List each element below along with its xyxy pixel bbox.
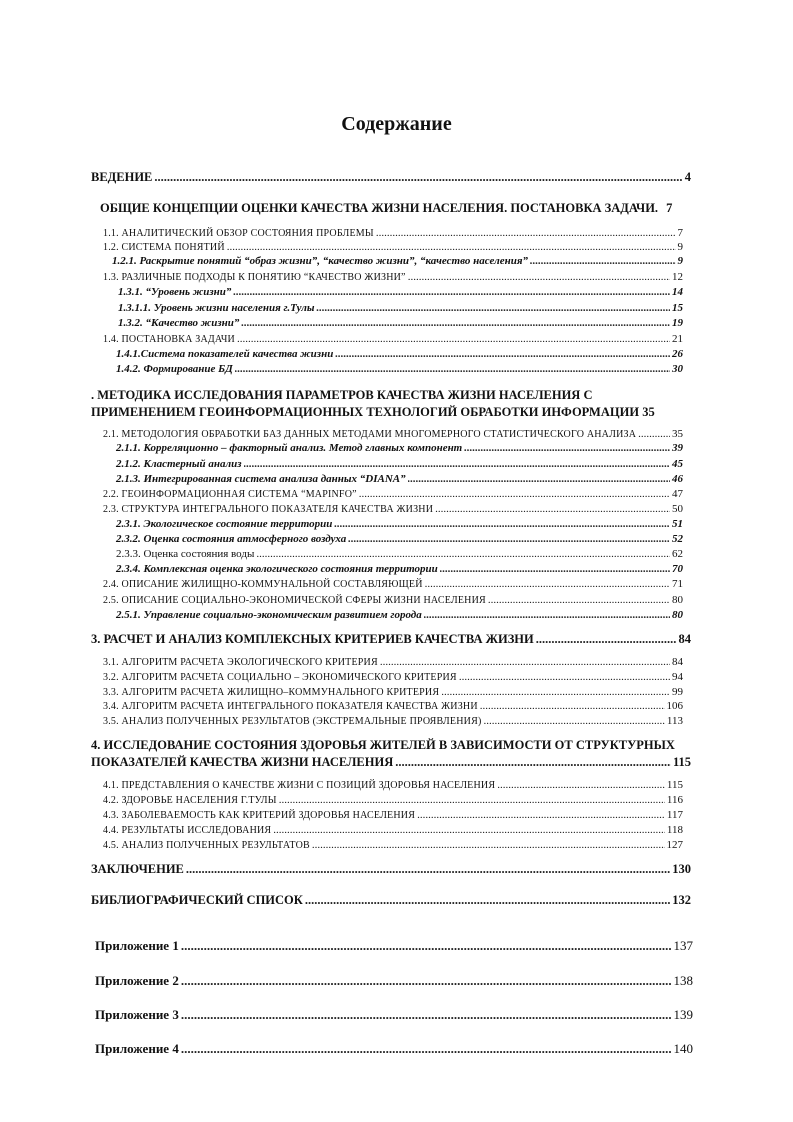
toc-label: 4.1. ПРЕДСТАВЛЕНИЯ О КАЧЕСТВЕ ЖИЗНИ С ПОЗИЦИЙ ЗДОРОВЬЯ НАСЕЛЕНИЯ bbox=[103, 780, 496, 791]
toc-label: 1.3.2. “Качество жизни” bbox=[118, 317, 240, 329]
toc-chapter-4-line-1[interactable]: 4. ИССЛЕДОВАНИЕ СОСТОЯНИЯ ЗДОРОВЬЯ ЖИТЕЛЕЙ В ЗАВИСИМОСТИ ОТ СТРУКТУРНЫХ bbox=[91, 738, 675, 752]
toc-leader bbox=[233, 286, 670, 298]
toc-entry-3-5[interactable] bbox=[103, 715, 683, 727]
toc-leader bbox=[186, 862, 670, 877]
toc-page: 52 bbox=[672, 533, 683, 545]
toc-entry-appendix-4[interactable] bbox=[95, 1041, 693, 1057]
toc-label: ОБЩИЕ КОНЦЕПЦИИ ОЦЕНКИ КАЧЕСТВА ЖИЗНИ НАСЕЛЕНИЯ. ПОСТАНОВКА ЗАДАЧИ. bbox=[100, 201, 659, 215]
toc-label: 2.1. МЕТОДОЛОГИЯ ОБРАБОТКИ БАЗ ДАННЫХ МЕТОДАМИ МНОГОМЕРНОГО СТАТИСТИЧЕСКОГО АНАЛИЗА bbox=[103, 429, 637, 440]
toc-page: 118 bbox=[666, 824, 683, 836]
toc-page: 139 bbox=[673, 1007, 693, 1022]
toc-leader bbox=[480, 700, 665, 712]
toc-label: 3.3. АЛГОРИТМ РАСЧЕТА ЖИЛИЩНО–КОММУНАЛЬНОГО КРИТЕРИЯ bbox=[103, 687, 440, 698]
toc-label: 1.4. ПОСТАНОВКА ЗАДАЧИ bbox=[103, 334, 235, 345]
toc-entry-4-4[interactable] bbox=[103, 824, 683, 836]
toc-page: 99 bbox=[672, 686, 683, 698]
toc-leader bbox=[464, 442, 670, 454]
toc-leader bbox=[181, 1041, 672, 1057]
toc-label: 4.4. РЕЗУЛЬТАТЫ ИССЛЕДОВАНИЯ bbox=[103, 825, 272, 836]
toc-entry-3-1[interactable] bbox=[103, 656, 683, 668]
toc-label: Приложение 1 bbox=[95, 938, 179, 953]
toc-leader bbox=[334, 518, 670, 530]
toc-entry-appendix-2[interactable] bbox=[95, 973, 693, 989]
toc-label: 3. РАСЧЕТ И АНАЛИЗ КОМПЛЕКСНЫХ КРИТЕРИЕВ КАЧЕСТВА ЖИЗНИ bbox=[91, 632, 534, 646]
toc-page: 14 bbox=[672, 286, 683, 298]
toc-entry-4-1[interactable] bbox=[103, 779, 683, 791]
toc-entry-2-3[interactable] bbox=[103, 503, 683, 515]
toc-entry-2-4[interactable] bbox=[103, 578, 683, 590]
toc-entry-4-2[interactable] bbox=[103, 794, 683, 806]
toc-leader bbox=[424, 609, 670, 621]
toc-entry-1-3-2[interactable] bbox=[118, 317, 683, 329]
toc-label: 1.2.1. Раскрытие понятий “образ жизни”, “качество жизни”, “качество населения” bbox=[112, 255, 528, 267]
toc-label: 2.3. СТРУКТУРА ИНТЕГРАЛЬНОГО ПОКАЗАТЕЛЯ КАЧЕСТВА ЖИЗНИ bbox=[103, 504, 434, 515]
toc-page: 115 bbox=[666, 779, 683, 791]
toc-page: 47 bbox=[672, 488, 683, 500]
toc-label: 2.2. ГЕОИНФОРМАЦИОННАЯ СИСТЕМА “MAPINFO” bbox=[103, 489, 357, 500]
toc-page: 116 bbox=[666, 794, 683, 806]
toc-leader bbox=[440, 563, 670, 575]
toc-label: 1.4.2. Формирование БД bbox=[116, 363, 233, 375]
toc-entry-3-2[interactable] bbox=[103, 671, 683, 683]
toc-leader bbox=[488, 594, 670, 606]
toc-leader bbox=[279, 794, 665, 806]
toc-entry-2-3-4[interactable] bbox=[116, 563, 683, 575]
toc-leader bbox=[227, 241, 676, 253]
toc-entry-appendix-3[interactable] bbox=[95, 1007, 693, 1023]
toc-label: 1.4.1.Система показателей качества жизни bbox=[116, 348, 334, 360]
toc-label: 2.3.2. Оценка состояния атмосферного воздуха bbox=[116, 533, 347, 545]
toc-leader bbox=[181, 1007, 672, 1023]
toc-page: 26 bbox=[672, 348, 683, 360]
toc-page: 7 bbox=[666, 201, 673, 215]
toc-label: 4.5. АНАЛИЗ ПОЛУЧЕННЫХ РЕЗУЛЬТАТОВ bbox=[103, 840, 310, 851]
toc-page: 9 bbox=[677, 241, 683, 253]
toc-label: 2.3.1. Экологическое состояние территории bbox=[116, 518, 333, 530]
toc-entry-1-3-1-1[interactable] bbox=[118, 302, 683, 314]
toc-label: ЗАКЛЮЧЕНИЕ bbox=[91, 862, 184, 876]
toc-chapter-4-line-2[interactable] bbox=[91, 755, 691, 770]
toc-entry-1-3[interactable] bbox=[103, 271, 683, 283]
page-title: Содержание bbox=[341, 113, 452, 135]
toc-leader bbox=[181, 938, 672, 954]
toc-page: 12 bbox=[672, 271, 683, 283]
toc-entry-2-3-2[interactable] bbox=[116, 533, 683, 545]
toc-leader bbox=[435, 503, 670, 515]
toc-leader bbox=[335, 348, 670, 360]
toc-page: 117 bbox=[666, 809, 683, 821]
toc-entry-intro[interactable] bbox=[91, 170, 691, 185]
toc-entry-2-5-1[interactable] bbox=[116, 609, 683, 621]
toc-page: 84 bbox=[672, 656, 683, 668]
toc-leader bbox=[244, 458, 670, 470]
toc-label: ПОКАЗАТЕЛЕЙ КАЧЕСТВА ЖИЗНИ НАСЕЛЕНИЯ bbox=[91, 755, 394, 769]
toc-label: 3.4. АЛГОРИТМ РАСЧЕТА ИНТЕГРАЛЬНОГО ПОКАЗАТЕЛЯ КАЧЕСТВА ЖИЗНИ bbox=[103, 701, 478, 712]
toc-entry-1-3-1[interactable] bbox=[118, 286, 683, 298]
toc-label: 4.2. ЗДОРОВЬЕ НАСЕЛЕНИЯ Г.ТУЛЫ bbox=[103, 795, 277, 806]
toc-leader bbox=[359, 488, 670, 500]
toc-entry-2-1-1[interactable] bbox=[116, 442, 683, 454]
toc-label: Приложение 2 bbox=[95, 973, 179, 988]
toc-entry-1-4[interactable] bbox=[103, 333, 683, 345]
toc-page: 19 bbox=[672, 317, 683, 329]
toc-leader bbox=[154, 170, 682, 185]
toc-page: 35 bbox=[642, 405, 655, 419]
toc-label: 2.3.4. Комплексная оценка экологического состояния территории bbox=[116, 563, 438, 575]
toc-entry-1-2-1[interactable] bbox=[112, 255, 683, 267]
toc-entry-2-1-3[interactable] bbox=[116, 473, 683, 485]
toc-entry-4-5[interactable] bbox=[103, 839, 683, 851]
toc-chapter-2-line-1[interactable]: . МЕТОДИКА ИССЛЕДОВАНИЯ ПАРАМЕТРОВ КАЧЕСТВА ЖИЗНИ НАСЕЛЕНИЯ С bbox=[91, 388, 593, 402]
toc-leader bbox=[181, 973, 672, 989]
toc-leader bbox=[235, 363, 670, 375]
toc-leader bbox=[241, 317, 670, 329]
toc-label: 1.3. РАЗЛИЧНЫЕ ПОДХОДЫ К ПОНЯТИЮ “КАЧЕСТВО ЖИЗНИ” bbox=[103, 272, 406, 283]
toc-page: 80 bbox=[672, 609, 683, 621]
toc-entry-1-2[interactable] bbox=[103, 241, 683, 253]
toc-page: 39 bbox=[672, 442, 683, 454]
toc-leader bbox=[348, 533, 670, 545]
toc-page: 45 bbox=[672, 458, 683, 470]
toc-leader bbox=[408, 473, 670, 485]
toc-entry-1-1[interactable] bbox=[103, 227, 683, 239]
toc-label: ПРИМЕНЕНИЕМ ГЕОИНФОРМАЦИОННЫХ ТЕХНОЛОГИЙ ОБРАБОТКИ ИНФОРМАЦИИ bbox=[91, 405, 640, 419]
toc-label: 3.2. АЛГОРИТМ РАСЧЕТА СОЦИАЛЬНО – ЭКОНОМИЧЕСКОГО КРИТЕРИЯ bbox=[103, 672, 457, 683]
toc-leader bbox=[273, 824, 665, 836]
toc-page: 71 bbox=[672, 578, 683, 590]
toc-page: 115 bbox=[672, 755, 691, 769]
toc-page: 35 bbox=[672, 428, 683, 440]
toc-label: Приложение 4 bbox=[95, 1041, 179, 1056]
toc-page: 80 bbox=[672, 594, 683, 606]
toc-label: 1.2. СИСТЕМА ПОНЯТИЙ bbox=[103, 242, 225, 253]
toc-label: 2.1.2. Кластерный анализ bbox=[116, 458, 242, 470]
toc-leader bbox=[530, 255, 676, 267]
toc-leader bbox=[441, 686, 670, 698]
toc-label: 2.5. ОПИСАНИЕ СОЦИАЛЬНО-ЭКОНОМИЧЕСКОЙ СФЕРЫ ЖИЗНИ НАСЕЛЕНИЯ bbox=[103, 595, 486, 606]
toc-leader bbox=[312, 839, 665, 851]
toc-leader bbox=[305, 893, 670, 908]
toc-label: 2.5.1. Управление социально-экономическим развитием города bbox=[116, 609, 422, 621]
toc-leader bbox=[425, 578, 670, 590]
toc-page: 30 bbox=[672, 363, 683, 375]
toc-label: ВЕДЕНИЕ bbox=[91, 170, 153, 184]
toc-leader bbox=[497, 779, 665, 791]
toc-page: 84 bbox=[678, 632, 691, 646]
toc-page: 137 bbox=[673, 938, 693, 953]
toc-entry-2-5[interactable] bbox=[103, 594, 683, 606]
toc-entry-appendix-1[interactable] bbox=[95, 938, 693, 954]
toc-label: 2.1.3. Интегрированная система анализа данных “DIANA” bbox=[116, 473, 406, 485]
toc-label: 1.3.1.1. Уровень жизни населения г.Тулы bbox=[118, 302, 315, 314]
toc-leader bbox=[638, 428, 670, 440]
toc-label: Приложение 3 bbox=[95, 1007, 179, 1022]
toc-entry-3-4[interactable] bbox=[103, 700, 683, 712]
toc-page: 50 bbox=[672, 503, 683, 515]
toc-page: 7 bbox=[677, 227, 683, 239]
toc-entry-2-2[interactable] bbox=[103, 488, 683, 500]
toc-page: 138 bbox=[673, 973, 693, 988]
toc-label: 1.1. АНАЛИТИЧЕСКИЙ ОБЗОР СОСТОЯНИЯ ПРОБЛЕМЫ bbox=[103, 228, 374, 239]
toc-page: 113 bbox=[666, 715, 683, 727]
toc-leader bbox=[237, 333, 670, 345]
toc-entry-2-1-2[interactable] bbox=[116, 458, 683, 470]
toc-leader bbox=[256, 548, 670, 560]
toc-label: 2.4. ОПИСАНИЕ ЖИЛИЩНО-КОММУНАЛЬНОЙ СОСТАВЛЯЮЩЕЙ bbox=[103, 579, 423, 590]
toc-leader bbox=[316, 302, 670, 314]
toc-leader bbox=[408, 271, 670, 283]
toc-label: 3.5. АНАЛИЗ ПОЛУЧЕННЫХ РЕЗУЛЬТАТОВ (ЭКСТРЕМАЛЬНЫЕ ПРОЯВЛЕНИЯ) bbox=[103, 716, 482, 727]
toc-page: 51 bbox=[672, 518, 683, 530]
toc-leader bbox=[459, 671, 670, 683]
toc-entry-bibliography[interactable] bbox=[91, 893, 691, 908]
toc-entry-2-1[interactable] bbox=[103, 428, 683, 440]
toc-page: 106 bbox=[666, 700, 683, 712]
toc-page: 62 bbox=[672, 548, 683, 560]
toc-label: 1.3.1. “Уровень жизни” bbox=[118, 286, 232, 298]
toc-label: 2.3.3. Оценка состояния воды bbox=[116, 548, 255, 560]
toc-page: 21 bbox=[672, 333, 683, 345]
toc-leader bbox=[417, 809, 665, 821]
toc-leader bbox=[376, 227, 676, 239]
toc-page: 70 bbox=[672, 563, 683, 575]
toc-entry-2-3-3[interactable] bbox=[116, 548, 683, 560]
toc-page: 127 bbox=[666, 839, 683, 851]
toc-page: 9 bbox=[677, 255, 683, 267]
toc-label: 4.3. ЗАБОЛЕВАЕМОСТЬ КАК КРИТЕРИЙ ЗДОРОВЬЯ НАСЕЛЕНИЯ bbox=[103, 810, 416, 821]
toc-entry-1-4-1[interactable] bbox=[116, 348, 683, 360]
toc-page: 15 bbox=[672, 302, 683, 314]
toc-label: 3.1. АЛГОРИТМ РАСЧЕТА ЭКОЛОГИЧЕСКОГО КРИТЕРИЯ bbox=[103, 657, 378, 668]
toc-page: 46 bbox=[672, 473, 683, 485]
toc-entry-chapter-1[interactable] bbox=[100, 201, 705, 216]
toc-page: 132 bbox=[672, 893, 691, 907]
toc-entry-4-3[interactable] bbox=[103, 809, 683, 821]
toc-leader bbox=[380, 656, 670, 668]
toc-leader bbox=[483, 715, 664, 727]
toc-chapter-2-line-2[interactable] bbox=[91, 405, 655, 420]
toc-entry-3-3[interactable] bbox=[103, 686, 683, 698]
toc-page: 94 bbox=[672, 671, 683, 683]
toc-page: 140 bbox=[673, 1041, 693, 1056]
toc-page: 4 bbox=[684, 170, 691, 184]
toc-label: БИБЛИОГРАФИЧЕСКИЙ СПИСОК bbox=[91, 893, 303, 907]
toc-leader bbox=[536, 632, 677, 647]
toc-page: 130 bbox=[672, 862, 691, 876]
toc-leader bbox=[395, 755, 671, 770]
toc-entry-2-3-1[interactable] bbox=[116, 518, 683, 530]
toc-entry-1-4-2[interactable] bbox=[116, 363, 683, 375]
toc-label: 2.1.1. Корреляционно – факторный анализ. Метод главных компонент bbox=[116, 442, 463, 454]
toc-entry-conclusion[interactable] bbox=[91, 862, 691, 877]
toc-entry-chapter-3[interactable] bbox=[91, 632, 691, 647]
